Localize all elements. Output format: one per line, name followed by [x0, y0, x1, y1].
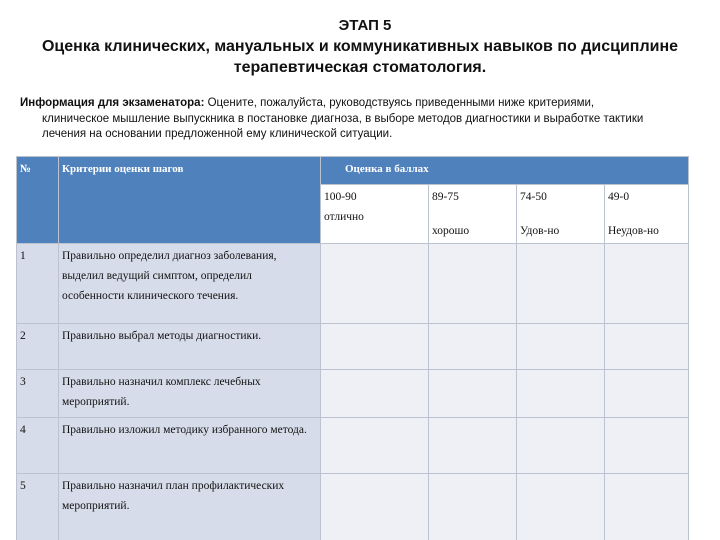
examiner-info	[20, 96, 680, 143]
score-cell	[605, 324, 689, 370]
row-criterion: Правильно назначил план профилактических мероприятий.	[59, 474, 321, 540]
score-cell	[429, 474, 517, 540]
score-col-unsatisfactory	[605, 185, 689, 244]
score-cell	[429, 370, 517, 418]
examiner-info-text-first: Оцените, пожалуйста, руководствуясь приведенными ниже критериями,	[207, 97, 595, 109]
score-cell	[321, 324, 429, 370]
score-cell	[321, 244, 429, 324]
row-criterion: Правильно назначил комплекс лечебных мероприятий.	[59, 370, 321, 418]
score-cell	[605, 244, 689, 324]
score-range: 49-0	[608, 191, 630, 203]
score-col-satisfactory	[517, 185, 605, 244]
table-row	[17, 474, 689, 540]
row-criterion: Правильно выбрал методы диагностики.	[59, 324, 321, 370]
table-row	[17, 324, 689, 370]
criteria-table	[16, 156, 689, 540]
score-col-good	[429, 185, 517, 244]
table-row	[17, 370, 689, 418]
score-cell	[605, 418, 689, 474]
header-scores: Оценка в баллах	[321, 157, 689, 185]
table-header-row	[17, 157, 689, 185]
row-criterion: Правильно изложил методику избранного метода.	[59, 418, 321, 474]
table-row	[17, 244, 689, 324]
score-cell	[321, 418, 429, 474]
score-grade: отлично	[324, 211, 364, 223]
score-cell	[517, 244, 605, 324]
score-grade: хорошо	[432, 225, 470, 237]
score-cell	[321, 370, 429, 418]
score-cell	[429, 244, 517, 324]
header-number: №	[17, 157, 59, 244]
stage-title: ЭТАП 5	[338, 17, 392, 34]
score-cell	[517, 370, 605, 418]
page-title: Оценка клинических, мануальных и коммуникативных навыков по дисциплине терапевтическая стоматология.	[41, 38, 679, 76]
table-row	[17, 418, 689, 474]
score-cell	[605, 474, 689, 540]
score-col-excellent	[321, 185, 429, 244]
score-cell	[429, 418, 517, 474]
row-number: 5	[17, 474, 59, 540]
row-number: 4	[17, 418, 59, 474]
score-cell	[517, 474, 605, 540]
score-range: 89-75	[432, 191, 459, 203]
page-header	[0, 16, 720, 78]
row-number: 3	[17, 370, 59, 418]
score-grade: Удов-но	[520, 225, 560, 237]
row-number: 1	[17, 244, 59, 324]
row-criterion: Правильно определил диагноз заболевания, выделил ведущий симптом, определил особенности клинического течения.	[59, 244, 321, 324]
score-range: 100-90	[324, 191, 357, 203]
score-range: 74-50	[520, 191, 547, 203]
examiner-info-text-rest: клиническое мышление выпускника в постановке диагноза, в выборе методов диагностики и выработке тактики лечения на основании предложенной ему клинической ситуации.	[42, 112, 644, 140]
header-criteria: Критерии оценки шагов	[59, 157, 321, 244]
row-number: 2	[17, 324, 59, 370]
score-cell	[517, 324, 605, 370]
score-cell	[517, 418, 605, 474]
score-cell	[429, 324, 517, 370]
score-cell	[321, 474, 429, 540]
score-grade: Неудов-но	[608, 225, 659, 237]
score-cell	[605, 370, 689, 418]
examiner-info-label: Информация для экзаменатора:	[20, 97, 205, 109]
